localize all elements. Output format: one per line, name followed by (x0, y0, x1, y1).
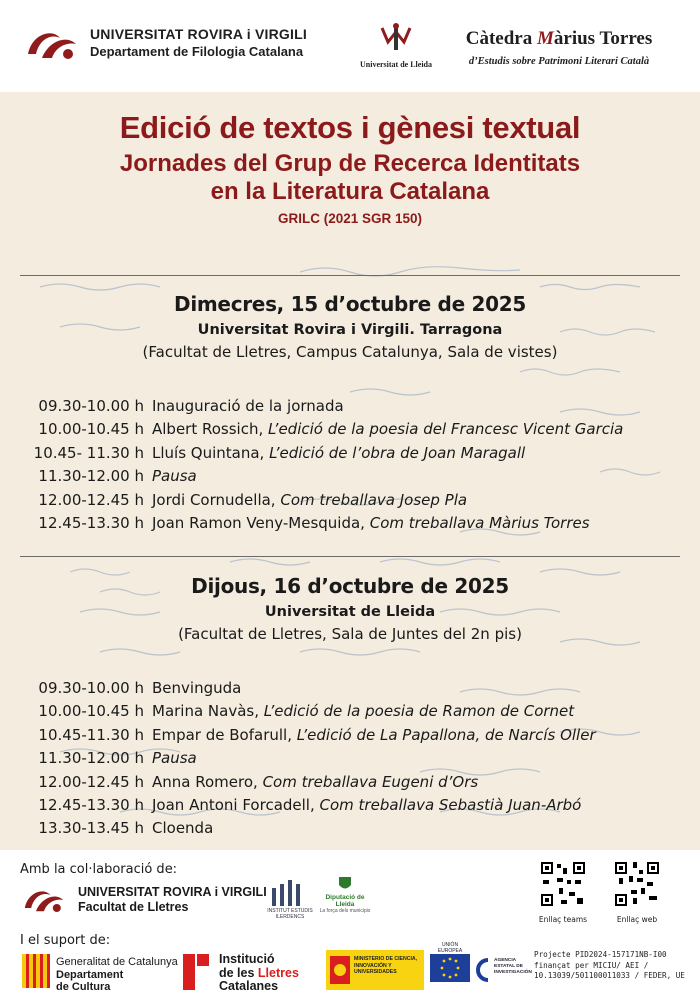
day2-place: (Facultat de Lletres, Sala de Juntes del 2n pis) (178, 625, 522, 643)
schedule-row (0, 747, 700, 770)
schedule-row (0, 395, 700, 418)
urv-lletres-text (78, 885, 278, 915)
urv-name: UNIVERSITAT ROVIRA i VIRGILI (90, 26, 307, 42)
ministerio-logo (326, 950, 424, 990)
catedra-m: M (536, 28, 554, 49)
session-desc (152, 724, 596, 747)
ministerio-label: MINISTERIO DE CIENCIA, INNOVACIÓN Y UNIVERSIDADES (354, 956, 418, 975)
session-speaker: Marina Navàs, (152, 702, 264, 721)
ilc-line2b: Lletres (257, 965, 299, 980)
qr-teams-caption: Enllaç teams (538, 915, 588, 924)
catedra-pre: Càtedra (465, 28, 537, 49)
session-desc (152, 442, 525, 465)
qr-code-icon (539, 860, 587, 908)
session-desc (152, 489, 467, 512)
aei-label: AGENCIA ESTATAL DE INVESTIGACIÓN (494, 958, 532, 975)
schedule-row (0, 771, 700, 794)
schedule-row (0, 442, 700, 465)
session-desc (152, 677, 241, 700)
ilc-logo (183, 952, 299, 995)
session-title: Com treballava Eugeni d’Ors (262, 772, 479, 791)
eu-flag-icon (430, 954, 470, 982)
schedule-row (0, 418, 700, 441)
support-label: I el suport de: (20, 933, 111, 948)
iec-label: INSTITUT ESTUDIS ILERDENCS (267, 908, 313, 920)
urv-logo-icon (22, 24, 82, 64)
ilc-line1: Institució (219, 952, 275, 966)
session-time: 11.30-12.00 h (38, 467, 144, 486)
session-title: Com treballava Màrius Torres (369, 513, 590, 532)
ilc-line2 (219, 967, 329, 981)
session-time: 12.00-12.45 h (38, 490, 144, 509)
session-time: 11.30-12.00 h (38, 749, 144, 768)
divider (20, 275, 680, 276)
session-speaker: Joan Ramon Veny-Mesquida, (152, 513, 370, 532)
session-time: 12.00-12.45 h (38, 772, 144, 791)
eu-label: UNIÓN EUROPEA (437, 942, 463, 954)
subtitle-line1: Jornades del Grup de Recerca Identitats (119, 150, 581, 177)
schedule-row (0, 677, 700, 700)
group-code: GRILC (2021 SGR 150) (277, 211, 423, 226)
day2-schedule (0, 677, 700, 841)
session-desc (152, 465, 197, 488)
main-title: Edició de textos i gènesi textual (119, 110, 581, 145)
ilc-line3: Catalanes (219, 979, 279, 993)
session-time: 12.45-13.30 h (38, 795, 144, 814)
udl-emblem-icon (378, 22, 414, 54)
catedra-post: àrius Torres (553, 28, 653, 49)
day1-date: Dimecres, 15 d’octubre de 2025 (174, 292, 526, 316)
qr-web-caption: Enllaç web (616, 915, 658, 924)
session-desc (152, 700, 574, 723)
day2-university: Universitat de Lleida (264, 604, 436, 620)
aei-mark-icon (472, 954, 492, 986)
header (0, 0, 700, 92)
diputacio-logo (316, 876, 374, 914)
session-title: L’edició de La Papallona, de Narcís Oller (296, 725, 596, 744)
session-speaker: Empar de Bofarull, (152, 725, 297, 744)
session-speaker: Albert Rossich, (152, 420, 269, 439)
qr-teams[interactable] (538, 860, 588, 924)
session-desc (152, 771, 478, 794)
event-title-block (0, 110, 700, 228)
session-title: L’edició de la poesia del Francesc Vicent Garcia (268, 420, 624, 439)
catedra-subtitle: d’Estudis sobre Patrimoni Literari Català (468, 56, 650, 67)
session-desc (152, 395, 344, 418)
session-time: 10.45- 11.30 h (33, 443, 144, 462)
catedra-title (446, 28, 672, 50)
day2-date: Dijous, 16 d’octubre de 2025 (191, 574, 509, 598)
session-desc (152, 512, 590, 535)
session-time: 09.30-10.00 h (38, 397, 144, 415)
ilc-text (219, 953, 329, 994)
generalitat-line3: de Cultura (56, 981, 111, 993)
session-desc (152, 747, 197, 770)
session-speaker: Anna Romero, (152, 772, 263, 791)
session-speaker: Cloenda (152, 819, 214, 838)
schedule-row (0, 700, 700, 723)
schedule-row (0, 489, 700, 512)
faculty-name: Facultat de Lletres (78, 900, 189, 914)
schedule-row (0, 724, 700, 747)
schedule-row (0, 465, 700, 488)
day1-header (0, 292, 700, 361)
session-desc (152, 794, 581, 817)
schedule-row (0, 512, 700, 535)
divider (20, 556, 680, 557)
diputacio-sub: La força dels municipis (319, 908, 371, 914)
qr-code-icon (613, 860, 661, 908)
generalitat-line2: Departament (56, 968, 124, 981)
iec-logo (265, 880, 315, 920)
subtitle-line2: en la Literatura Catalana (210, 178, 490, 205)
session-time: 09.30-10.00 h (38, 679, 144, 697)
urv-name-footer: UNIVERSITAT ROVIRA i VIRGILI (78, 885, 267, 899)
day1-university: Universitat Rovira i Virgili. Tarragona (197, 322, 503, 338)
generalitat-line1: Generalitat de Catalunya (56, 956, 178, 968)
collab-label: Amb la col·laboració de: (20, 862, 178, 877)
iec-emblem-icon (270, 880, 310, 906)
session-title: Com treballava Josep Pla (280, 490, 468, 509)
session-speaker: Joan Antoni Forcadell, (152, 795, 320, 814)
urv-logo-icon (20, 884, 68, 916)
session-speaker: Jordi Cornudella, (152, 490, 281, 509)
session-speaker: Inauguració de la jornada (152, 397, 344, 415)
session-time: 12.45-13.30 h (38, 513, 144, 532)
qr-web[interactable] (612, 860, 662, 924)
schedule-row (0, 794, 700, 817)
udl-logo (348, 22, 444, 69)
ilc-mark-icon (183, 954, 211, 990)
session-desc (152, 418, 623, 441)
department-name: Departament de Filologia Catalana (90, 44, 304, 59)
session-desc (152, 817, 213, 840)
session-title: L’edició de la poesia de Ramon de Cornet (263, 702, 575, 721)
schedule-row (0, 817, 700, 840)
session-title: Pausa (152, 749, 197, 768)
ilc-line2a: de les (219, 965, 258, 980)
day2-header (0, 574, 700, 643)
eu-logo (430, 942, 470, 987)
session-title: Com treballava Sebastià Juan-Arbó (319, 795, 582, 814)
session-speaker: Lluís Quintana, (152, 443, 270, 462)
session-time: 10.45-11.30 h (38, 725, 144, 744)
urv-department-text (90, 26, 307, 60)
generalitat-flag-icon (22, 954, 50, 988)
day1-place: (Facultat de Lletres, Campus Catalunya, Sala de vistes) (142, 343, 558, 361)
udl-label: Universitat de Lleida (360, 60, 432, 69)
project-funding-text: Projecte PID2024-157171NB-I00 finançat per MICIU/ AEI / 10.13039/501100011033 / FEDER, UE (534, 950, 685, 980)
session-title: L’edició de l’obra de Joan Maragall (269, 443, 526, 462)
catedra-marius-torres (446, 28, 672, 67)
generalitat-logo (22, 954, 178, 993)
diputacio-label: Diputació de Lleida (325, 894, 365, 908)
session-time: 10.00-10.45 h (38, 702, 144, 721)
day1-schedule (0, 395, 700, 535)
footer (0, 850, 700, 1000)
session-title: Pausa (152, 467, 197, 486)
session-speaker: Benvinguda (152, 679, 242, 697)
session-time: 10.00-10.45 h (38, 420, 144, 439)
aei-logo (472, 954, 530, 986)
diputacio-shield-icon (338, 876, 352, 892)
session-time: 13.30-13.45 h (38, 819, 144, 838)
generalitat-text (56, 956, 186, 994)
